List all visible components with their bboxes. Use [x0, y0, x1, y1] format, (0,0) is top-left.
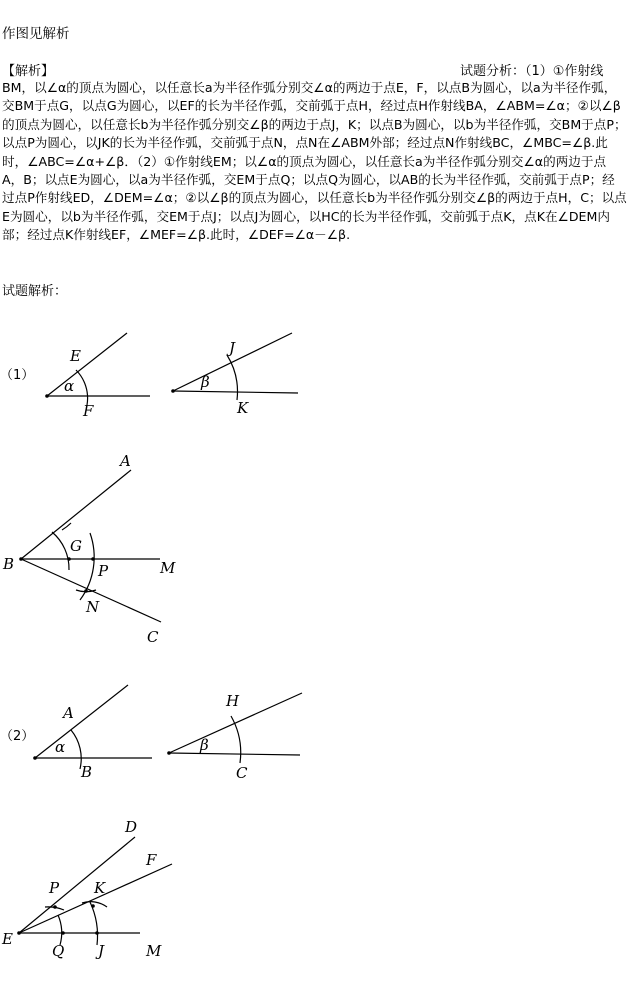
label-K: K — [94, 879, 106, 897]
label-N: N — [86, 598, 100, 616]
point-P-dot — [91, 557, 95, 561]
label-G: G — [70, 537, 82, 555]
point-G-dot — [67, 557, 71, 561]
arc-a-from-B — [52, 532, 69, 570]
label-beta: β — [200, 736, 209, 754]
point-Q-dot — [61, 931, 65, 935]
part2-label: （2） — [0, 729, 35, 744]
point-J-dot — [95, 931, 99, 935]
fig2-alpha-diagram — [27, 680, 157, 780]
label-M: M — [160, 559, 176, 577]
label-M: M — [146, 942, 162, 960]
vertex-dot — [171, 389, 175, 393]
vertex-dot — [45, 394, 49, 398]
vertex-dot — [33, 756, 37, 760]
label-beta: β — [201, 373, 210, 391]
point-N-dot — [84, 589, 88, 593]
label-F: F — [146, 851, 157, 869]
header-note: 作图见解析 — [2, 26, 70, 42]
label-P: P — [49, 879, 60, 897]
label-K: K — [237, 399, 249, 417]
label-E: E — [70, 347, 81, 365]
point-P-dot — [53, 905, 57, 909]
ray-upper — [35, 685, 128, 758]
analysis-intro: 试题分析：（1）①作射线 — [460, 64, 604, 79]
ray-upper — [47, 333, 127, 396]
arc-b-from-E — [90, 902, 98, 945]
fig2-diff-diagram — [0, 815, 200, 965]
ray-lower — [173, 391, 298, 393]
ray-lower — [169, 753, 300, 755]
analysis-tag: 【解析】 — [2, 64, 55, 79]
ray-ED — [19, 837, 135, 933]
label-H: H — [226, 692, 240, 710]
ray-EF — [19, 864, 172, 933]
label-C: C — [147, 628, 159, 646]
arc-alpha — [76, 370, 88, 405]
label-alpha: α — [64, 377, 75, 395]
label-B: B — [81, 763, 93, 780]
arc-a-from-E — [58, 915, 62, 945]
part1-label: （1） — [0, 368, 35, 383]
label-P: P — [98, 562, 109, 580]
label-A: A — [63, 704, 74, 722]
arc-alpha — [71, 730, 81, 769]
label-J: J — [229, 339, 236, 357]
label-alpha: α — [55, 738, 66, 756]
fig1-beta-diagram — [165, 325, 305, 420]
label-F: F — [83, 402, 94, 420]
label-B: B — [3, 555, 15, 573]
solution-label: 试题解析： — [2, 284, 68, 299]
label-Q: Q — [52, 942, 65, 960]
label-E: E — [2, 930, 13, 948]
vertex-B-dot — [19, 557, 23, 561]
vertex-E-dot — [17, 931, 21, 935]
label-C: C — [236, 764, 248, 780]
point-K-dot — [91, 904, 95, 908]
fig1-sum-diagram — [0, 450, 200, 655]
label-J: J — [98, 942, 105, 960]
fig1-alpha-diagram — [40, 325, 160, 420]
fig2-beta-diagram — [160, 680, 305, 780]
label-A: A — [120, 452, 131, 470]
vertex-dot — [167, 751, 171, 755]
label-D: D — [125, 818, 138, 836]
analysis-body: BM，以∠α的顶点为圆心，以任意长a为半径作弧分别交∠α的两边于点E，F，以点B为圆心，以a为半径作弧，交BM于点G，以点G为圆心，以EF的长为半径作弧，交前弧于点H，经过点H作射线BA，∠ABM=∠α；②以∠β的顶点为圆心，以任意长b为半径作弧分别交∠β的两边于点J，K；以点B为圆心，以b为半径作弧，交BM于点P；以点P为圆心，以JK的长为半径作弧，交前弧于点N，点N在∠ABM外部；经过点N作射线BC，∠MBC=∠β.此时，∠ABC=∠α+∠β．（2）①作射线EM；以∠α的顶点为圆心，以任意长a为半径作弧分别交∠α的两边于点A，B；以点E为圆心，以a为半径作弧，交EM于点Q；以点Q为圆心，以AB的长为半径作弧，交前弧于点P；经过点P作射线ED，∠DEM=∠α；②以∠β的顶点为圆心，以任意长b为半径作弧分别交∠β的两边于点H，C；以点E为圆心，以b为半径作弧，交EM于点J；以点J为圆心，以HC的长为半径作弧，交前弧于点K，点K在∠DEM内部；经过点K作射线EF，∠MEF=∠β.此时，∠DEF=∠α－∠β. — [2, 80, 627, 243]
